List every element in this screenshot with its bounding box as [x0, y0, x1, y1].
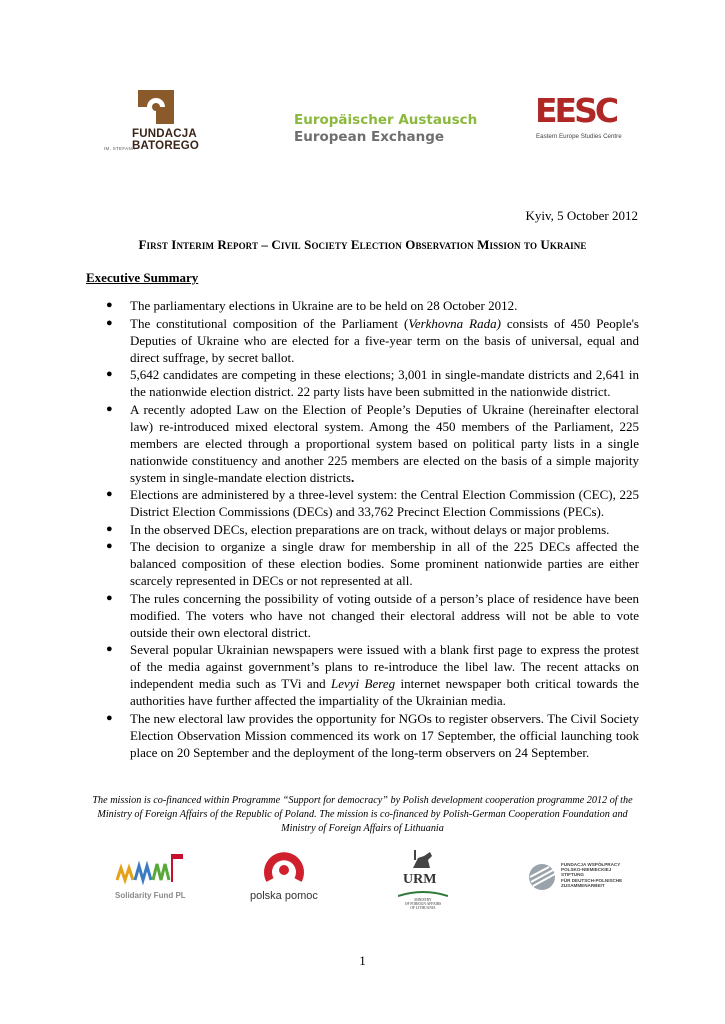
bullet-item: ● In the observed DECs, election preparations are on track, without delays or major problems.: [106, 521, 610, 537]
polska-pomoc-label: polska pomoc: [250, 890, 318, 902]
batory-line2: BATOREGO: [132, 140, 199, 152]
bullet-icon: ●: [106, 711, 113, 724]
batory-emblem-icon: [138, 90, 174, 124]
dateline: Kyiv, 5 October 2012: [525, 208, 638, 223]
bullet-icon: ●: [106, 643, 113, 655]
bullet-item: ● The new electoral law provides the opportunity for NGOs to register observers. The Civil Society Election Observation Mission commenced its work on 17 September, the official launching took place on 20 September and the deployment of the long-term observers on 24 September.: [106, 710, 639, 760]
eesc-mark: EESC: [535, 91, 617, 130]
fwpn-line1: FUNDACJA WSPÓŁPRACY: [561, 862, 621, 867]
urm-label: URM: [403, 872, 437, 887]
bullet-icon: ●: [106, 488, 113, 500]
bullet-icon: ●: [106, 522, 113, 535]
european-exchange-english: European Exchange: [294, 129, 445, 145]
funding-note: The mission is co-financed within Programme “Support for democracy” by Polish development cooperation programme 2012 of the Ministry of Foreign Affairs of the Republic of Poland. The mission is co-financed by Polish-German Cooperation Foundation and Ministry of Foreign Affairs of Lithuania: [92, 795, 633, 834]
fwpn-line4: FÜR DEUTSCH-POLNISCHE: [561, 877, 623, 883]
report-title: First Interim Report – Civil Society Election Observation Mission to Ukraine: [138, 237, 587, 252]
urm-logo: [393, 848, 453, 918]
bullet-icon: ●: [106, 299, 113, 311]
solidarity-fund-label: Solidarity Fund PL: [115, 891, 186, 900]
bullet-icon: ●: [106, 540, 113, 552]
bullet-item: ● Several popular Ukrainian newspapers were issued with a blank first page to express the protest of the media against government’s plans to re-introduce the libel law. The recent attacks on independent media such as TVi and Levyi Bereg internet newspaper both critical towards the authorities have further affected the impartiality of the Ukrainian media.: [106, 642, 640, 708]
bullet-icon: ●: [106, 402, 113, 415]
bullet-item: ● The constitutional composition of the Parliament (Verkhovna Rada) consists of 450 People's Deputies of Ukraine who are elected for a five-year term on the basis of universal, equal and direct suffrage, by secret ballot.: [106, 315, 639, 365]
bullet-item: ● The decision to organize a single draw for membership in all of the 225 DECs affected the balanced composition of these election bodies. Some prominent nationwide parties are either scarcely represented in DECs or not represented at all.: [106, 539, 639, 588]
bullet-icon: ●: [106, 368, 113, 380]
urm-swoosh-icon: [398, 890, 448, 898]
fwpn-line5: ZUSAMMENARBEIT: [561, 882, 605, 888]
urm-sub-line3: OF LITHUANIA: [410, 906, 436, 911]
fwpn-line3: STIFTUNG: [561, 872, 584, 878]
lithuanian-knight-icon: [410, 848, 436, 872]
batory-line1: FUNDACJA: [132, 128, 197, 140]
solidarity-fund-mark-icon: [113, 850, 185, 890]
fwpn-logo: [527, 862, 622, 894]
urm-sub-line1: MINISTRY: [414, 898, 432, 902]
fundacja-batorego-logo: [104, 90, 204, 154]
fwpn-line2: POLSKO-NIEMIECKIEJ: [561, 867, 612, 873]
polska-pomoc-mark-icon: [262, 850, 306, 888]
european-exchange-german: Europäischer Austausch: [294, 112, 478, 128]
eesc-subtitle: Eastern Europe Studies Centre: [536, 133, 622, 140]
urm-sub-line2: OF FOREIGN AFFAIRS: [404, 902, 442, 907]
batory-small-text: IM. STEFANA: [104, 146, 136, 151]
solidarity-fund-logo: [113, 850, 193, 910]
bullet-icon: ●: [106, 591, 113, 604]
page-number: 1: [359, 953, 366, 968]
summary-bullet-list: [86, 297, 639, 761]
bullet-item: ● Elections are administered by a three-level system: the Central Election Commission (CEC), 225 District Election Commissions (DECs) and 33,762 Precinct Election Commissions (PECs).: [106, 487, 639, 519]
bullet-item: ● A recently adopted Law on the Election of People’s Deputies of Ukraine (hereinafter electoral law) re-introduced mixed electoral system. Among the 450 members of the Parliament, 225 members are elected through a proportional system based on political party lists in a single nationwide constituency and another 225 members are elected on the basis of a simple majority system in single-mandate election districts.: [106, 401, 639, 485]
eesc-logo: [535, 91, 635, 144]
executive-summary-heading: Executive Summary: [86, 270, 199, 285]
bullet-icon: ●: [106, 316, 113, 329]
bullet-item: ● The parliamentary elections in Ukraine are to be held on 28 October 2012.: [106, 298, 518, 313]
bullet-item: ● 5,642 candidates are competing in these elections; 3,001 in single-mandate districts and 2,641 in the nationwide election district. 22 party lists have been submitted in the nationwide district.: [106, 367, 639, 399]
bullet-item: ● The rules concerning the possibility of voting outside of a person’s place of residence have been modified. The voters who have not changed their electoral address will not be able to vote outside their own electoral district.: [106, 590, 639, 640]
european-exchange-logo: [294, 112, 477, 146]
polska-pomoc-logo: [248, 850, 323, 910]
fwpn-globe-icon: [527, 862, 557, 892]
